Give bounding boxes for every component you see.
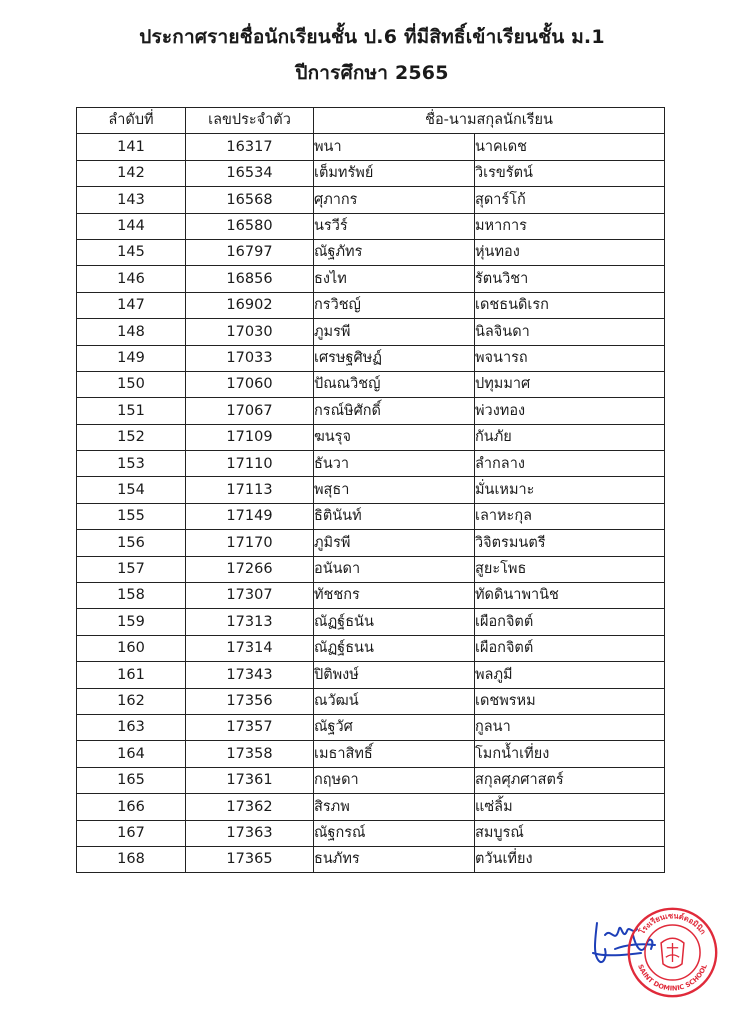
row-student-id: 16797 bbox=[186, 239, 314, 265]
row-student-id: 17363 bbox=[186, 820, 314, 846]
row-student-id: 17314 bbox=[186, 635, 314, 661]
row-student-id: 17356 bbox=[186, 688, 314, 714]
row-last-name: สูยะโพธ bbox=[475, 556, 665, 582]
table-row bbox=[77, 794, 665, 820]
row-last-name: รัตนวิชา bbox=[475, 266, 665, 292]
row-first-name: เต็มทรัพย์ bbox=[314, 160, 475, 186]
row-order: 148 bbox=[77, 319, 186, 345]
row-order: 161 bbox=[77, 662, 186, 688]
row-student-id: 17109 bbox=[186, 424, 314, 450]
row-order: 154 bbox=[77, 477, 186, 503]
row-first-name: อนันดา bbox=[314, 556, 475, 582]
row-student-id: 17313 bbox=[186, 609, 314, 635]
row-first-name: ธงไท bbox=[314, 266, 475, 292]
row-student-id: 16568 bbox=[186, 187, 314, 213]
row-last-name: เดชพรหม bbox=[475, 688, 665, 714]
row-student-id: 17170 bbox=[186, 530, 314, 556]
row-first-name: ฆนรุจ bbox=[314, 424, 475, 450]
row-order: 160 bbox=[77, 635, 186, 661]
row-last-name: กันภัย bbox=[475, 424, 665, 450]
table-row bbox=[77, 767, 665, 793]
row-first-name: เศรษฐศิษฏ์ bbox=[314, 345, 475, 371]
row-first-name: พสุธา bbox=[314, 477, 475, 503]
row-order: 167 bbox=[77, 820, 186, 846]
table-row bbox=[77, 609, 665, 635]
table-row bbox=[77, 846, 665, 872]
row-student-id: 17113 bbox=[186, 477, 314, 503]
row-first-name: ศุภากร bbox=[314, 187, 475, 213]
table-row bbox=[77, 714, 665, 740]
table-row bbox=[77, 239, 665, 265]
row-student-id: 17362 bbox=[186, 794, 314, 820]
seal-bottom-text: SAINT DOMINIC SCHOOL bbox=[636, 963, 709, 993]
row-student-id: 17149 bbox=[186, 503, 314, 529]
row-first-name: พนา bbox=[314, 134, 475, 160]
row-order: 166 bbox=[77, 794, 186, 820]
table-row bbox=[77, 134, 665, 160]
row-order: 143 bbox=[77, 187, 186, 213]
row-order: 168 bbox=[77, 846, 186, 872]
row-first-name: ณัฏฐ์ธนัน bbox=[314, 609, 475, 635]
row-student-id: 16317 bbox=[186, 134, 314, 160]
row-first-name: กรณ์ษิศักดิ์ bbox=[314, 398, 475, 424]
table-row bbox=[77, 398, 665, 424]
row-first-name: เมธาสิทธิ์ bbox=[314, 741, 475, 767]
row-student-id: 16856 bbox=[186, 266, 314, 292]
row-last-name: ปทุมมาศ bbox=[475, 371, 665, 397]
row-last-name: ตวันเที่ยง bbox=[475, 846, 665, 872]
row-order: 163 bbox=[77, 714, 186, 740]
header-order: ลำดับที่ bbox=[77, 108, 186, 134]
school-seal-icon bbox=[625, 905, 720, 1000]
row-student-id: 17365 bbox=[186, 846, 314, 872]
row-student-id: 17361 bbox=[186, 767, 314, 793]
table-row bbox=[77, 213, 665, 239]
table-row bbox=[77, 424, 665, 450]
row-first-name: ธิตินันท์ bbox=[314, 503, 475, 529]
row-last-name: เผือกจิตต์ bbox=[475, 609, 665, 635]
row-order: 159 bbox=[77, 609, 186, 635]
row-order: 151 bbox=[77, 398, 186, 424]
row-order: 142 bbox=[77, 160, 186, 186]
row-last-name: นาคเดช bbox=[475, 134, 665, 160]
row-student-id: 17060 bbox=[186, 371, 314, 397]
row-last-name: พ่วงทอง bbox=[475, 398, 665, 424]
table-row bbox=[77, 477, 665, 503]
row-order: 149 bbox=[77, 345, 186, 371]
row-last-name: วิเรขรัตน์ bbox=[475, 160, 665, 186]
row-last-name: พจนารถ bbox=[475, 345, 665, 371]
row-last-name: สุดาร์โก้ bbox=[475, 187, 665, 213]
table-row bbox=[77, 319, 665, 345]
row-last-name: พลภูมี bbox=[475, 662, 665, 688]
row-last-name: เดชธนดิเรก bbox=[475, 292, 665, 318]
row-order: 157 bbox=[77, 556, 186, 582]
announcement-title: ประกาศรายชื่อนักเรียนชั้น ป.6 ที่มีสิทธิ์เข้าเรียนชั้น ม.1 bbox=[139, 26, 605, 48]
row-first-name: ภูมรพี bbox=[314, 319, 475, 345]
row-first-name: ณัฏฐ์ธนน bbox=[314, 635, 475, 661]
table-row bbox=[77, 662, 665, 688]
row-student-id: 17110 bbox=[186, 451, 314, 477]
row-order: 158 bbox=[77, 583, 186, 609]
row-order: 162 bbox=[77, 688, 186, 714]
table-row bbox=[77, 820, 665, 846]
row-last-name: กูลนา bbox=[475, 714, 665, 740]
row-student-id: 17266 bbox=[186, 556, 314, 582]
row-student-id: 17067 bbox=[186, 398, 314, 424]
row-order: 147 bbox=[77, 292, 186, 318]
row-student-id: 17358 bbox=[186, 741, 314, 767]
row-first-name: ปัณณวิชญ์ bbox=[314, 371, 475, 397]
row-order: 150 bbox=[77, 371, 186, 397]
row-first-name: ภูมิรพี bbox=[314, 530, 475, 556]
header-student-id: เลขประจำตัว bbox=[186, 108, 314, 134]
student-roster-table bbox=[76, 107, 665, 873]
row-order: 156 bbox=[77, 530, 186, 556]
row-last-name: วิจิตรมนตรี bbox=[475, 530, 665, 556]
row-first-name: ธนภัทร bbox=[314, 846, 475, 872]
row-order: 141 bbox=[77, 134, 186, 160]
row-last-name: สกุลศุภศาสตร์ bbox=[475, 767, 665, 793]
row-student-id: 16580 bbox=[186, 213, 314, 239]
row-last-name: สมบูรณ์ bbox=[475, 820, 665, 846]
table-row bbox=[77, 635, 665, 661]
row-student-id: 17343 bbox=[186, 662, 314, 688]
row-student-id: 17033 bbox=[186, 345, 314, 371]
row-first-name: ปิติพงษ์ bbox=[314, 662, 475, 688]
row-first-name: นรวีร์ bbox=[314, 213, 475, 239]
row-order: 146 bbox=[77, 266, 186, 292]
row-last-name: โมกน้ำเที่ยง bbox=[475, 741, 665, 767]
row-last-name: ทัดดินาพานิช bbox=[475, 583, 665, 609]
row-last-name: ลำกลาง bbox=[475, 451, 665, 477]
table-row bbox=[77, 556, 665, 582]
row-order: 155 bbox=[77, 503, 186, 529]
row-student-id: 17030 bbox=[186, 319, 314, 345]
table-row bbox=[77, 266, 665, 292]
row-first-name: ธันวา bbox=[314, 451, 475, 477]
row-last-name: นิลจินดา bbox=[475, 319, 665, 345]
row-first-name: ณัฐกรณ์ bbox=[314, 820, 475, 846]
row-student-id: 17307 bbox=[186, 583, 314, 609]
table-row bbox=[77, 160, 665, 186]
row-order: 144 bbox=[77, 213, 186, 239]
row-student-id: 16902 bbox=[186, 292, 314, 318]
table-row bbox=[77, 292, 665, 318]
table-header-row bbox=[77, 108, 665, 134]
header-student-name: ชื่อ-นามสกุลนักเรียน bbox=[314, 108, 665, 134]
row-order: 145 bbox=[77, 239, 186, 265]
row-first-name: กรวิชญ์ bbox=[314, 292, 475, 318]
table-row bbox=[77, 503, 665, 529]
row-order: 165 bbox=[77, 767, 186, 793]
row-first-name: ณัฐภัทร bbox=[314, 239, 475, 265]
row-first-name: สิรภพ bbox=[314, 794, 475, 820]
table-row bbox=[77, 741, 665, 767]
table-row bbox=[77, 371, 665, 397]
seal-top-text: โรงเรียนเซนต์ดอมินิก bbox=[637, 911, 708, 937]
row-last-name: เผือกจิตต์ bbox=[475, 635, 665, 661]
row-first-name: กฤษดา bbox=[314, 767, 475, 793]
row-last-name: หุ่นทอง bbox=[475, 239, 665, 265]
row-first-name: ณัฐวัศ bbox=[314, 714, 475, 740]
table-row bbox=[77, 187, 665, 213]
row-order: 164 bbox=[77, 741, 186, 767]
row-last-name: แซ่ลิ้ม bbox=[475, 794, 665, 820]
row-last-name: มหาการ bbox=[475, 213, 665, 239]
row-student-id: 17357 bbox=[186, 714, 314, 740]
roster-body bbox=[77, 134, 665, 873]
academic-year: ปีการศึกษา 2565 bbox=[295, 62, 449, 84]
table-row bbox=[77, 688, 665, 714]
table-row bbox=[77, 345, 665, 371]
table-row bbox=[77, 451, 665, 477]
row-order: 152 bbox=[77, 424, 186, 450]
row-student-id: 16534 bbox=[186, 160, 314, 186]
row-last-name: มั่นเหมาะ bbox=[475, 477, 665, 503]
table-row bbox=[77, 583, 665, 609]
row-first-name: ณวัฒน์ bbox=[314, 688, 475, 714]
row-first-name: ทัชชกร bbox=[314, 583, 475, 609]
table-row bbox=[77, 530, 665, 556]
row-last-name: เลาหะกุล bbox=[475, 503, 665, 529]
row-order: 153 bbox=[77, 451, 186, 477]
